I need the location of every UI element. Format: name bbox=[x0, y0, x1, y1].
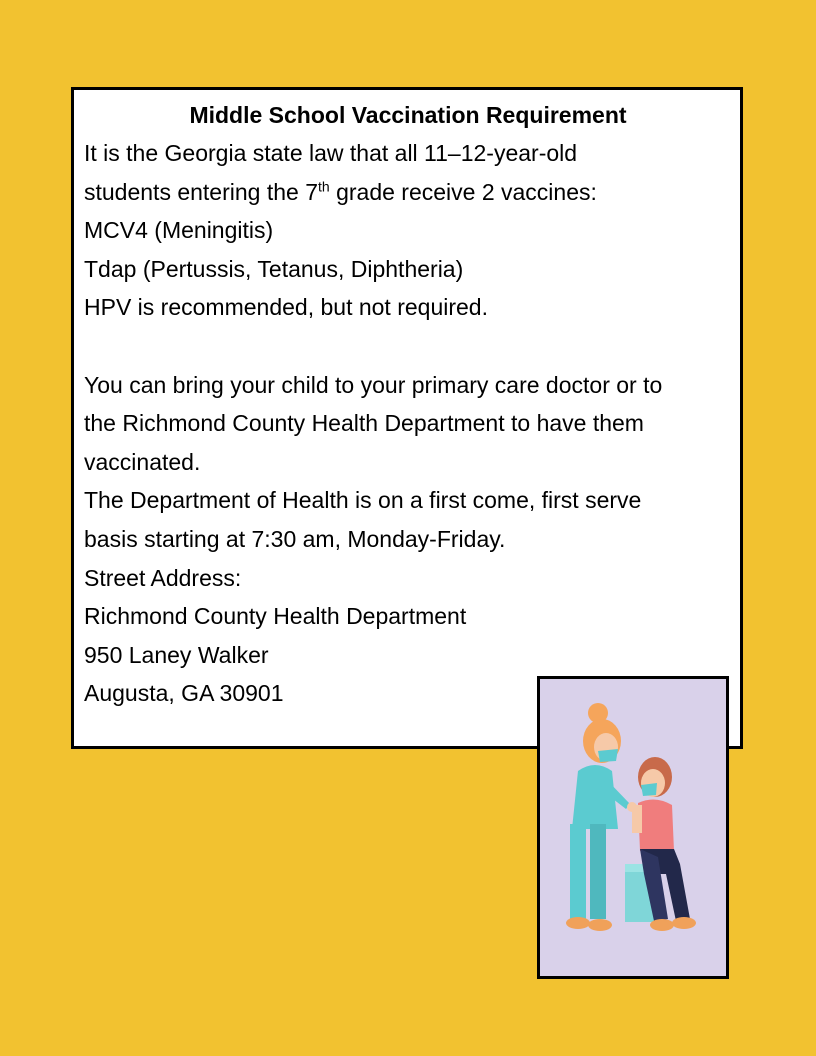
superscript-th: th bbox=[318, 177, 330, 194]
child-shoe-left bbox=[650, 919, 674, 931]
hours-line-2: basis starting at 7:30 am, Monday-Friday. bbox=[84, 525, 506, 552]
nurse-leg-right bbox=[590, 824, 606, 919]
hours-line-1: The Department of Health is on a first come, first serve bbox=[84, 487, 642, 514]
nurse-vaccinating-child-illustration bbox=[537, 676, 729, 979]
child-mask bbox=[641, 783, 657, 796]
vaccine-tdap: Tdap (Pertussis, Tetanus, Diphtheria) bbox=[84, 255, 464, 282]
nurse-shoe-right bbox=[588, 919, 612, 931]
address-street: 950 Laney Walker bbox=[84, 641, 269, 668]
doctor-line-1: You can bring your child to your primary care doctor or to bbox=[84, 371, 663, 398]
paragraph-gap bbox=[84, 327, 732, 366]
address-city: Augusta, GA 30901 bbox=[84, 680, 284, 707]
child-arm bbox=[632, 805, 642, 833]
doctor-line-2: the Richmond County Health Department to have them bbox=[84, 410, 644, 437]
nurse-shoe-left bbox=[566, 917, 590, 929]
doctor-line-3: vaccinated. bbox=[84, 448, 201, 475]
address-name: Richmond County Health Department bbox=[84, 603, 467, 630]
vaccination-scene-svg bbox=[540, 679, 726, 976]
address-label: Street Address: bbox=[84, 564, 242, 591]
law-line-2 bbox=[84, 173, 732, 212]
law-line-2-rest: grade receive 2 vaccines: bbox=[329, 178, 597, 205]
law-line-1: It is the Georgia state law that all 11–12-year-old bbox=[84, 140, 578, 166]
notice-title: Middle School Vaccination Requirement bbox=[189, 102, 627, 128]
nurse-mask bbox=[598, 749, 618, 762]
law-line-2-text: students entering the 7 bbox=[84, 178, 318, 205]
notice-box bbox=[71, 87, 743, 749]
child-shoe-right bbox=[672, 917, 696, 929]
hpv-note: HPV is recommended, but not required. bbox=[84, 294, 488, 321]
child-shirt bbox=[638, 799, 674, 851]
nurse-leg-left bbox=[570, 824, 586, 919]
vaccine-mcv4: MCV4 (Meningitis) bbox=[84, 217, 274, 244]
